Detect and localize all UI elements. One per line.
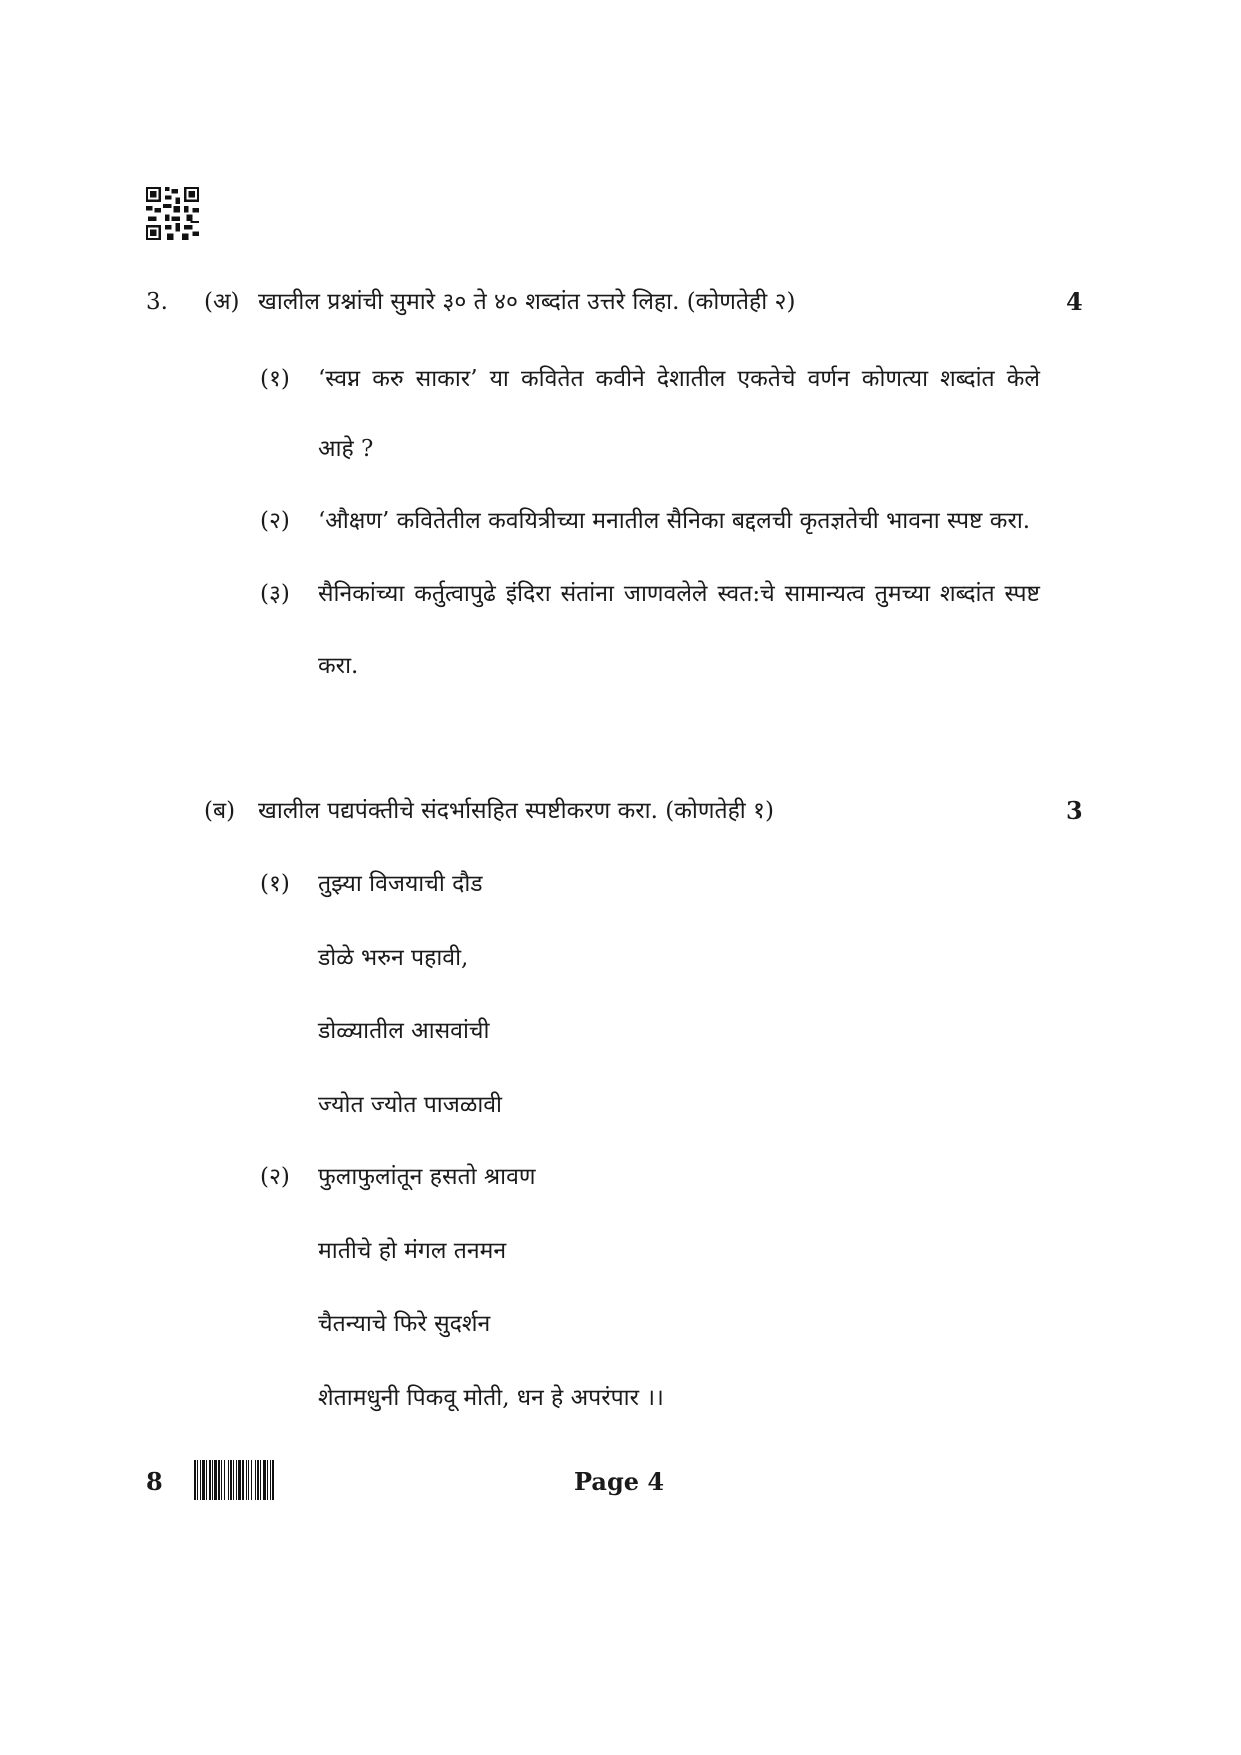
part-b-instruction: खालील पद्यपंक्तीचे संदर्भासहित स्पष्टीकरण करा. (कोणतेही १) (258, 798, 774, 824)
part-a-item-text: ‘स्वप्न करु साकार’ या कवितेत कवीने देशातील एकतेचे वर्णन कोणत्या शब्दांत केले (318, 366, 1040, 392)
poem-line: ज्योत ज्योत पाजळावी (318, 1092, 503, 1118)
part-a-item-number: (१) (260, 366, 290, 392)
part-a-item-text: ‘औक्षण’ कवितेतील कवयित्रीच्या मनातील सैनिका बद्दलची कृतज्ञतेची भावना स्पष्ट करा. (318, 508, 1031, 534)
part-a-label: (अ) (204, 289, 240, 315)
question-number: 3. (146, 289, 168, 315)
paper-code: 8 (146, 1467, 163, 1496)
part-b-item-number: (२) (260, 1164, 290, 1190)
part-b-label: (ब) (204, 798, 236, 824)
part-b-marks: 3 (1066, 796, 1083, 825)
barcode-icon (194, 1460, 318, 1500)
poem-line: फुलाफुलांतून हसतो श्रावण (318, 1164, 536, 1190)
poem-line: शेतामधुनी पिकवू मोती, धन हे अपरंपार ।। (318, 1385, 664, 1411)
page-number: Page 4 (574, 1467, 665, 1496)
part-a-instruction: खालील प्रश्नांची सुमारे ३० ते ४० शब्दांत उत्तरे लिहा. (कोणतेही २) (258, 289, 796, 315)
poem-line: तुझ्या विजयाची दौड (318, 871, 483, 897)
poem-line: डोळे भरुन पहावी, (318, 945, 469, 971)
part-a-item-number: (२) (260, 508, 290, 534)
part-a-item-text-continued: करा. (318, 653, 359, 679)
poem-line: चैतन्याचे फिरे सुदर्शन (318, 1311, 491, 1337)
part-a-item-number: (३) (260, 581, 290, 607)
poem-line: मातीचे हो मंगल तनमन (318, 1238, 507, 1264)
part-b-item-number: (१) (260, 871, 290, 897)
qr-code-icon (146, 187, 199, 240)
part-a-item-text-continued: आहे ? (318, 436, 374, 462)
poem-line: डोळ्यातील आसवांची (318, 1018, 490, 1044)
part-a-item-text: सैनिकांच्या कर्तुत्वापुढे इंदिरा संतांना जाणवलेले स्वत:चे सामान्यत्व तुमच्या शब्दांत स्पष्ट (318, 581, 1040, 607)
part-a-marks: 4 (1066, 287, 1083, 316)
